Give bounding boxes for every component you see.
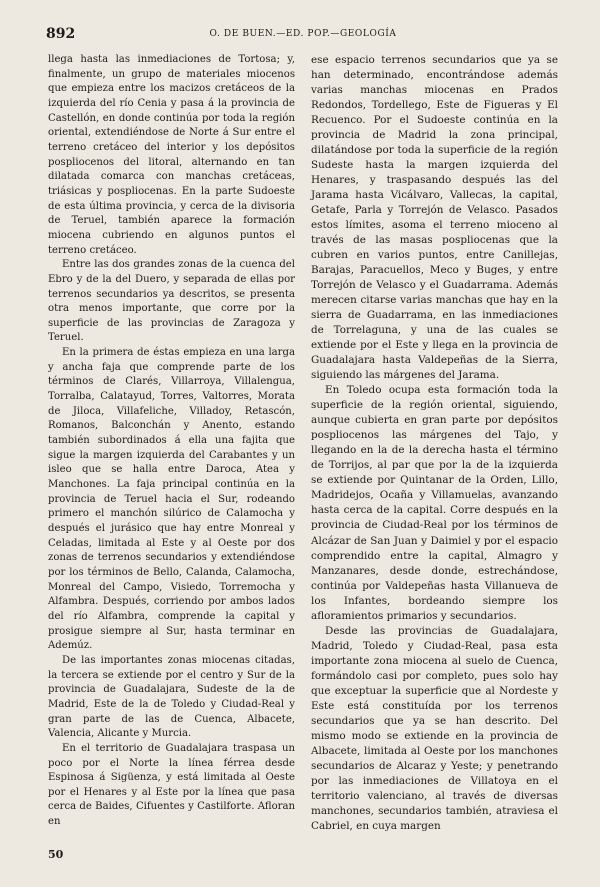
signature-mark: 50 [48, 848, 64, 861]
paragraph: En el territorio de Guadalajara traspasa un poco por el Norte la línea férrea desde Espinosa á Sigüenza, y está limitada al Oeste por el Henares y al Este por la línea que pasa cerca de Baides, Cifuentes y Castilforte. Afloran en [48, 742, 295, 828]
paragraph: En Toledo ocupa esta formación toda la superficie de la región oriental, siguiendo, aunque cubierta en gran parte por depósitos pospliocenos las márgenes del Tajo, y llegando en la de la derecha hasta el término de Torrijos, al par que por la de la izquierda se extiende por Quintanar de la Orden, Lillo, Madridejos, Ocaña y Villamuelas, avanzando hasta cerca de la capital. Corre después en la provincia de Ciudad-Real por los términos de Alcázar de San Juan y Daimiel y por el espacio comprendido entre la capital, Almagro y Manzanares, desde donde, estrechándose, continúa por Valdepeñas hasta Villanueva de los Infantes, bordeando siempre los afloramientos primarios y secundarios. [311, 384, 558, 622]
page-header [46, 26, 560, 46]
running-head: O. DE BUEN.—ED. POP.—GEOLOGÍA [209, 29, 397, 39]
paragraph: De las importantes zonas miocenas citadas, la tercera se extiende por el centro y Sur de la provincia de Guadalajara, Sudeste de la de Madrid, Este de la de Toledo y Ciudad-Real y gran parte de las de Cuenca, Albacete, Valencia, Alicante y Murcia. [48, 654, 295, 740]
paragraph: llega hasta las inmediaciones de Tortosa; y, finalmente, un grupo de materiales miocenos que empieza entre los macizos cretáceos de la izquierda del río Cenia y pasa á la provincia de Castellón, en donde continúa por toda la región oriental, extendiéndose de Norte á Sur entre el terreno cretáceo del interior y los depósitos pospliocenos del litoral, alternando en tan dilatada comarca con manchas cretáceas, triásicas y pospliocenas. En la parte Sudoeste de esta última provincia, y cerca de la divisoria de Teruel, también aparece la formación miocena cubriendo en algunos puntos el terreno cretáceo. [48, 54, 295, 256]
paragraph: En la primera de éstas empieza en una larga y ancha faja que comprende parte de los términos de Clarés, Villarroya, Villalengua, Torralba, Calatayud, Torres, Valtorres, Morata de Jiloca, Villafeliche, Villadoy, Retascón, Romanos, Balconchán y Anento, estando también subordinados á ella una fajita que sigue la margen izquierda del Carabantes y un isleo que se halla entre Daroca, Atea y Manchones. La faja principal continúa en la provincia de Teruel hacia el Sur, rodeando primero el manchón silúrico de Calamocha y después el jurásico que hay entre Monreal y Celadas, limitada al Este y al Oeste por dos zonas de terrenos secundarios y extendiéndose por los términos de Bello, Calanda, Calamocha, Monreal del Campo, Visiedo, Torremocha y Alfambra. Después, corriendo por ambos lados del río Alfambra, comprende la capital y prosigue siempre al Sur, hasta terminar en Ademúz. [48, 347, 295, 652]
paragraph: Entre las dos grandes zonas de la cuenca del Ebro y de la del Duero, y separada de ellas por terrenos secundarios ya descritos, se presenta otra menos importante, que corre por la superficie de las provincias de Zaragoza y Teruel. [48, 259, 295, 344]
left-column [48, 53, 295, 830]
page-number: 892 [46, 26, 76, 42]
right-column [311, 53, 558, 834]
paragraph: Desde las provincias de Guadalajara, Madrid, Toledo y Ciudad-Real, pasa esta importante zona miocena al suelo de Cuenca, formándolo casi por completo, pues solo hay que exceptuar la superficie que al Nordeste y Este está constituída por los terrenos secundarios que ya se han descrito. Del mismo modo se extiende en la provincia de Albacete, limitada al Oeste por los manchones secundarios de Alcaraz y Yeste; y penetrando por las inmediaciones de Villatoya en el territorio valenciano, al través de diversas manchones, secundarios también, atraviesa el Cabriel, en cuya margen [311, 624, 558, 832]
paragraph: ese espacio terrenos secundarios que ya se han determinado, encontrándose además varias manchas miocenas en Prados Redondos, Tordellego, Este de Figueras y El Recuenco. Por el Sudoeste continúa en la provincia de Madrid la zona principal, dilatándose por toda la superficie de la región Sudeste hasta la margen izquierda del Henares, y traspasando después las del Jarama hasta Vicálvaro, Vallecas, la capital, Getafe, Parla y Torrejón de Velasco. Pasados estos límites, asoma el terreno mioceno al través de las masas pospliocenas que la cubren en varios puntos, entre Canillejas, Barajas, Paracuellos, Meco y Buges, y entre Torrejón de Velasco y el Guadarrama. Además merecen citarse varias manchas que hay en la sierra de Guadarrama, en las inmediaciones de Torrelaguna, y una de las cuales se extiende por el Este y llega en la provincia de Guadalajara hasta Valdepeñas de la Sierra, siguiendo las márgenes del Jarama. [311, 54, 558, 382]
